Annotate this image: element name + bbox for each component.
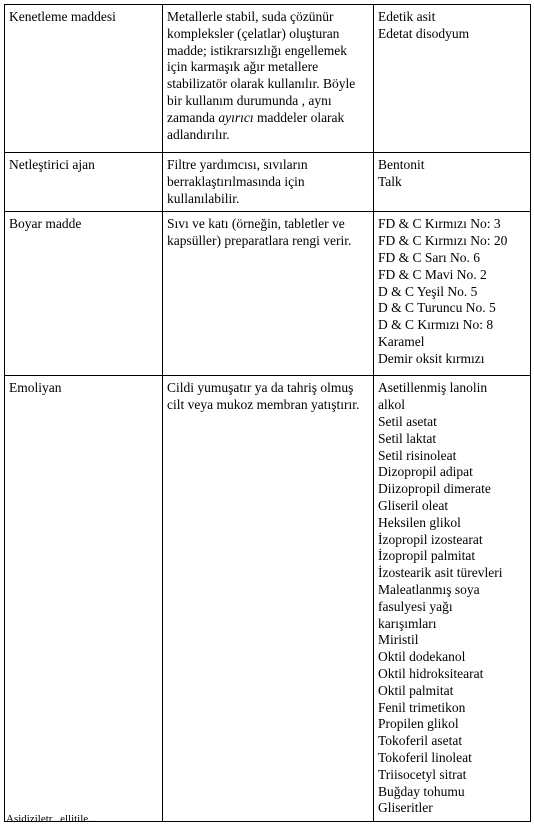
example-item: D & C Yeşil No. 5 xyxy=(378,283,478,299)
category-cell xyxy=(5,376,163,822)
example-item: Edetat disodyum xyxy=(378,25,470,41)
examples-cell xyxy=(374,153,531,212)
category-name: Emoliyan xyxy=(9,380,62,396)
example-item: Propilen glikol xyxy=(378,716,459,732)
examples-cell xyxy=(374,376,531,822)
example-item: Triisocetyl sitrat xyxy=(378,766,467,782)
example-item: İzopropil palmitat xyxy=(378,548,476,564)
category-cell xyxy=(5,212,163,376)
excipient-table xyxy=(4,4,531,822)
examples-cell xyxy=(374,5,531,153)
example-item: Edetik asit xyxy=(378,9,436,24)
example-item: alkol xyxy=(378,397,405,413)
example-item: D & C Kırmızı No: 8 xyxy=(378,317,494,333)
example-item: karışımları xyxy=(378,615,437,631)
example-item: İzopropil izostearat xyxy=(378,531,483,547)
table-row xyxy=(5,5,531,153)
example-item: Gliseritler xyxy=(378,800,433,816)
example-item: Gliseril oleat xyxy=(378,497,449,513)
example-item: Setil laktat xyxy=(378,430,437,446)
category-cell xyxy=(5,153,163,212)
description-text xyxy=(167,9,355,142)
description-cell xyxy=(163,5,374,153)
example-item: FD & C Mavi No. 2 xyxy=(378,266,487,282)
category-name: Kenetleme maddesi xyxy=(9,9,116,24)
example-item: Miristil xyxy=(378,632,419,648)
description-cell xyxy=(163,153,374,212)
example-item: Heksilen glikol xyxy=(378,514,461,530)
example-item: Asetillenmiş lanolin xyxy=(378,380,488,396)
example-item: D & C Turuncu No. 5 xyxy=(378,300,496,316)
example-item: Demir oksit kırmızı xyxy=(378,350,485,366)
description-cell xyxy=(163,376,374,822)
example-item: İzostearik asit türevleri xyxy=(378,565,503,581)
example-item: Dizopropil adipat xyxy=(378,464,473,480)
category-name: Boyar madde xyxy=(9,216,82,232)
example-item: Buğday tohumu xyxy=(378,783,465,799)
category-name: Netleştirici ajan xyxy=(9,157,95,172)
table-row xyxy=(5,153,531,212)
description-cell xyxy=(163,212,374,376)
description-text: Cildi yumuşatır ya da tahriş olmuş cilt veya mukoz membran yatıştırır. xyxy=(167,380,360,413)
table-row xyxy=(5,212,531,376)
example-item: Oktil hidroksitearat xyxy=(378,665,484,681)
footnote-fragment: Asidiziletr...ellitile... xyxy=(6,813,97,825)
example-item: fasulyesi yağı xyxy=(378,598,453,614)
description-italic: ayırıcı xyxy=(218,109,254,125)
example-item: Talk xyxy=(378,173,402,189)
example-item: Fenil trimetikon xyxy=(378,699,466,715)
description-text: Filtre yardımcısı, sıvıların berraklaştırılmasında için kullanılabilir. xyxy=(167,157,308,206)
category-cell xyxy=(5,5,163,153)
description-text: Sıvı ve katı (örneğin, tabletler ve kapsüller) preparatlara rengi verir. xyxy=(167,216,352,249)
table-row xyxy=(5,376,531,822)
description-part: Metallerle stabil, suda çözünür kompleksler (çelatlar) oluşturan madde; istikrarsızlığı engellemek için karmaşık ağır metallere stabilizatör olarak kullanılır. Böyle bir kullanım durumunda , aynı zamanda xyxy=(167,9,356,125)
example-item: FD & C Kırmızı No: 3 xyxy=(378,216,501,232)
example-item: Setil risinoleat xyxy=(378,447,457,463)
example-item: Karamel xyxy=(378,333,425,349)
example-item: Setil asetat xyxy=(378,413,437,429)
example-item: Oktil dodekanol xyxy=(378,649,466,665)
examples-cell xyxy=(374,212,531,376)
example-item: Tokoferil linoleat xyxy=(378,749,472,765)
description-part: maddeler olarak adlandırılır. xyxy=(167,109,345,142)
example-item: Oktil palmitat xyxy=(378,682,454,698)
example-item: Maleatlanmış soya xyxy=(378,581,480,597)
example-item: Bentonit xyxy=(378,157,425,172)
example-item: Tokoferil asetat xyxy=(378,733,463,749)
example-item: FD & C Sarı No. 6 xyxy=(378,249,481,265)
example-item: Diizopropil dimerate xyxy=(378,481,491,497)
example-item: FD & C Kırmızı No: 20 xyxy=(378,233,508,249)
